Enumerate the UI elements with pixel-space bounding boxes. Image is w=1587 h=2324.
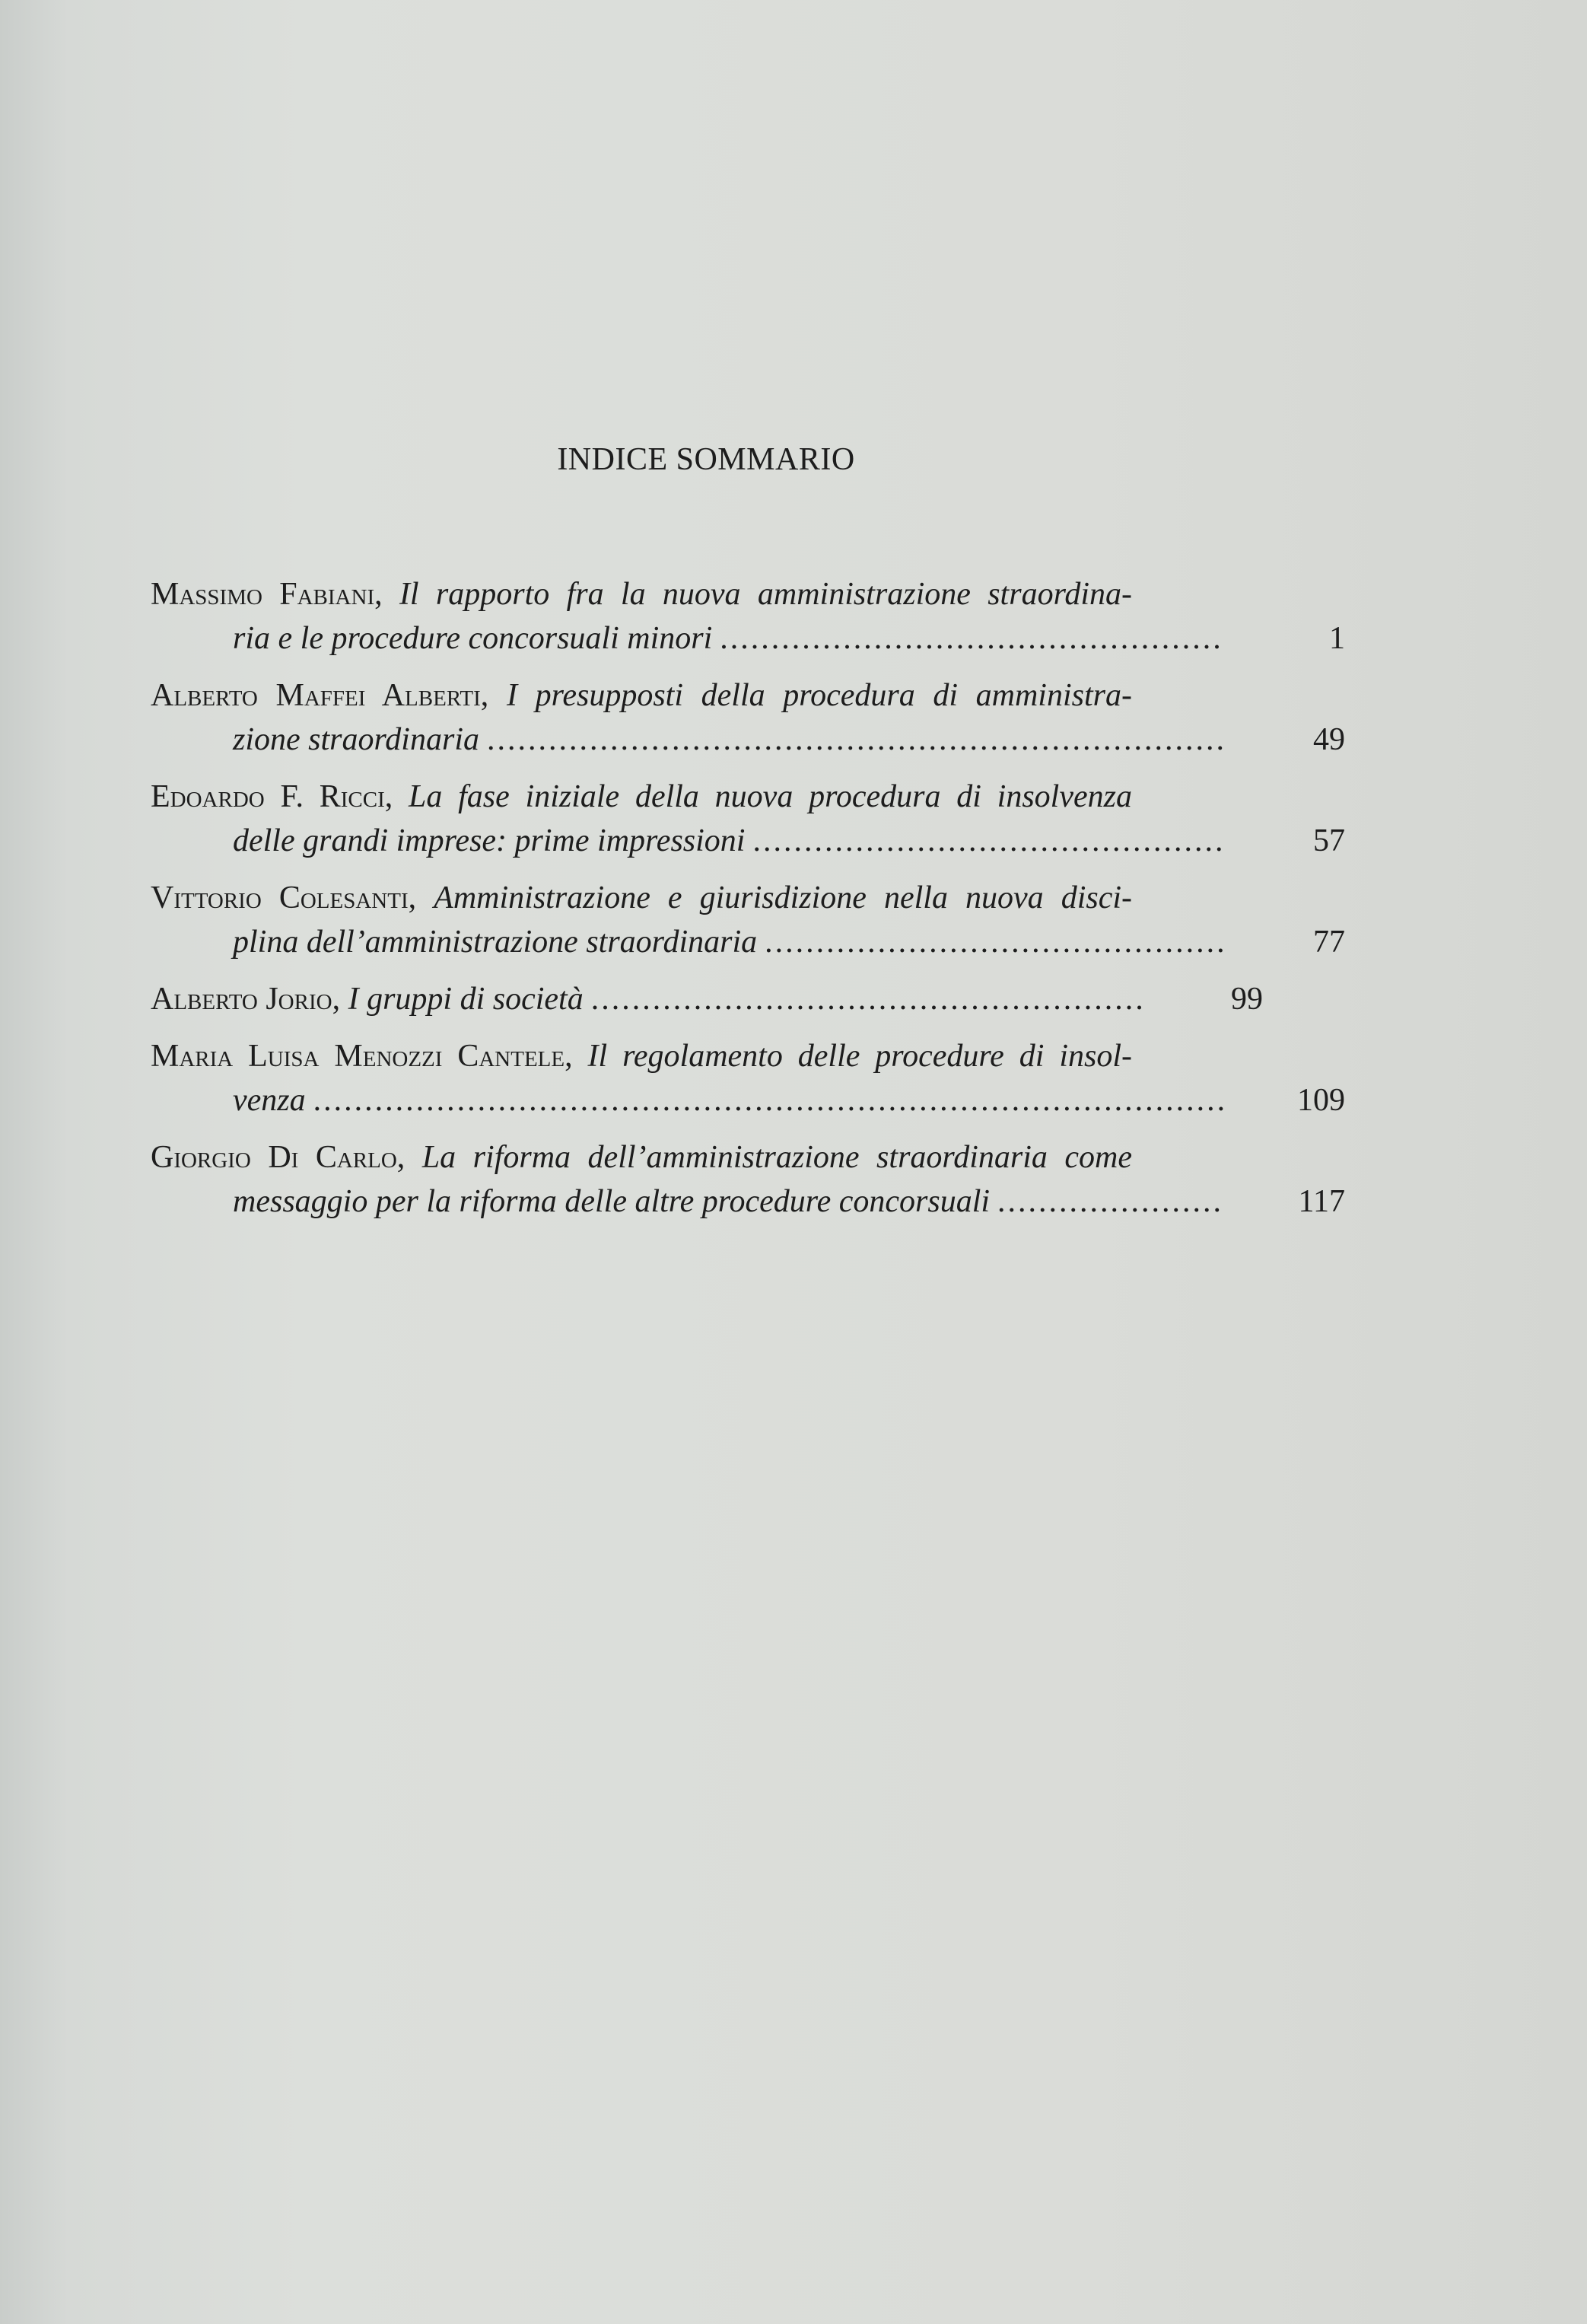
- toc-title-part: I gruppi di società: [348, 982, 584, 1017]
- toc-entry: [151, 977, 1263, 1021]
- toc-title-part: Il regolamento delle procedure di insol-: [587, 1039, 1132, 1074]
- toc-page-number: 117: [1298, 1184, 1345, 1219]
- toc-page-number: 99: [1231, 982, 1263, 1017]
- leader-dots: [591, 977, 1141, 1021]
- toc-title-part: zione straordinaria: [233, 722, 479, 757]
- toc-author: Giorgio Di Carlo: [151, 1140, 397, 1175]
- leader-dots: [752, 819, 1223, 863]
- toc-author: Vittorio Colesanti: [151, 880, 409, 915]
- toc-title-part: delle grandi imprese: prime impressioni: [233, 823, 746, 858]
- toc-entry-first-line: Massimo Fabiani, Il rapporto fra la nuova amministrazione straordina-: [151, 577, 1133, 612]
- toc-entry: [151, 673, 1345, 762]
- toc-entry-last-line: [151, 718, 1345, 762]
- toc-title-part: ria e le procedure concorsuali minori: [233, 621, 713, 656]
- toc-title-part: I presupposti della procedura di amministra-: [506, 678, 1132, 713]
- leader-dots: [313, 1078, 1223, 1122]
- toc-author: Maria Luisa Menozzi Cantele: [151, 1039, 565, 1074]
- toc-entry-last-line: [151, 819, 1345, 863]
- table-of-contents: [151, 572, 1345, 1237]
- toc-entry: [151, 876, 1345, 964]
- toc-title-part: Amministrazione e giurisdizione nella nuova disci-: [434, 880, 1133, 915]
- leader-dots: [765, 920, 1223, 964]
- toc-entry-first-line: Vittorio Colesanti, Amministrazione e giurisdizione nella nuova disci-: [151, 880, 1133, 915]
- toc-page-number: 77: [1313, 925, 1345, 960]
- toc-entry-first-line: Maria Luisa Menozzi Cantele, Il regolamento delle procedure di insol-: [151, 1039, 1132, 1074]
- leader-dots: [997, 1180, 1223, 1224]
- toc-author: Alberto Jorio: [151, 982, 332, 1017]
- toc-page-number: 57: [1313, 823, 1345, 858]
- page-title: INDICE SOMMARIO: [557, 442, 855, 477]
- toc-entry-last-line: [151, 920, 1345, 964]
- toc-entry-last-line: [151, 616, 1345, 661]
- toc-entry: [151, 572, 1345, 661]
- toc-title-part: messaggio per la riforma delle altre procedure concorsuali: [233, 1184, 991, 1219]
- toc-entry: [151, 1135, 1345, 1224]
- leader-dots: [487, 718, 1223, 762]
- toc-entry-single-line: Alberto Jorio, I gruppi di società ..... 99: [151, 977, 1263, 1021]
- toc-entry-first-line: Edoardo F. Ricci, La fase iniziale della nuova procedura di insolvenza: [151, 779, 1132, 814]
- toc-title-part: venza: [233, 1083, 306, 1118]
- toc-title-part: Il rapporto fra la nuova amministrazione straordina-: [399, 577, 1133, 612]
- toc-title-part: plina dell’amministrazione straordinaria: [233, 925, 758, 960]
- toc-author: Alberto Maffei Alberti: [151, 678, 481, 713]
- toc-page-number: 49: [1313, 722, 1345, 757]
- toc-title-part: La riforma dell’amministrazione straordinaria come: [421, 1140, 1133, 1175]
- toc-author: Massimo Fabiani: [151, 577, 375, 612]
- toc-page-number: 1: [1329, 621, 1345, 656]
- toc-entry: [151, 775, 1345, 863]
- toc-author: Edoardo F. Ricci: [151, 779, 385, 814]
- toc-title-part: La fase iniziale della nuova procedura di insolvenza: [409, 779, 1132, 814]
- toc-page-number: 109: [1297, 1083, 1345, 1118]
- toc-entry-first-line: Giorgio Di Carlo, La riforma dell’amministrazione straordinaria come: [151, 1140, 1133, 1175]
- leader-dots: [720, 616, 1223, 661]
- toc-entry: [151, 1034, 1345, 1122]
- toc-entry-last-line: [151, 1078, 1345, 1122]
- toc-entry-last-line: [151, 1180, 1345, 1224]
- toc-entry-first-line: Alberto Maffei Alberti, I presupposti della procedura di amministra-: [151, 678, 1132, 713]
